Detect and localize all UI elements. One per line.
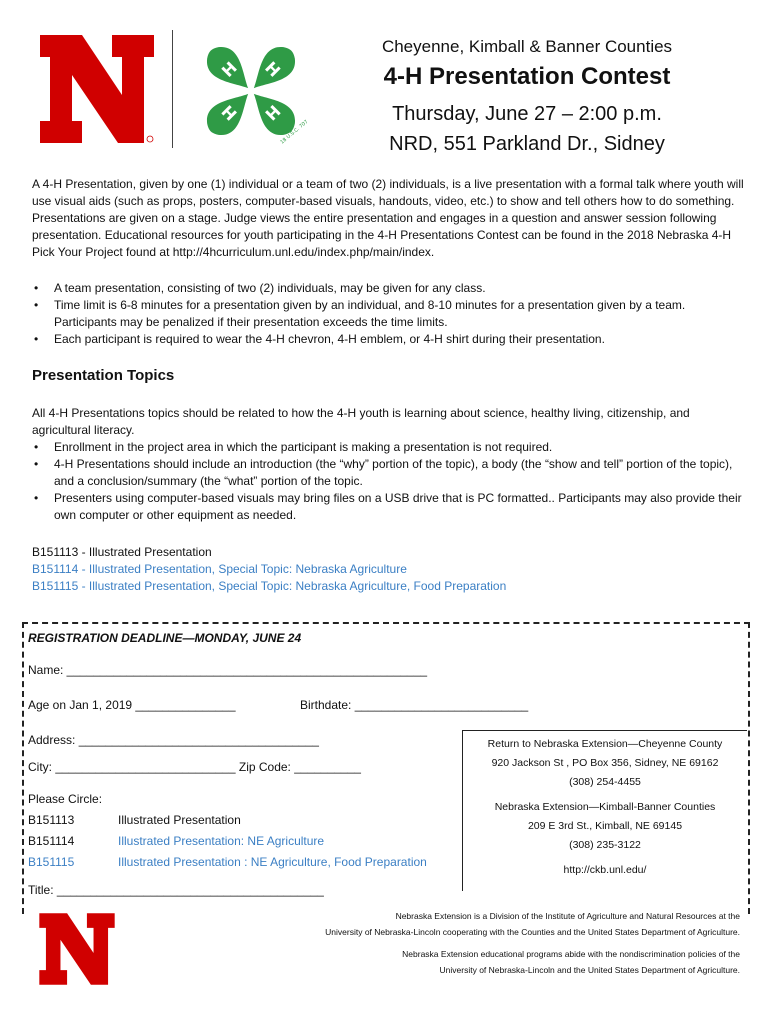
header-counties: Cheyenne, Kimball & Banner Counties [381, 37, 673, 56]
footer-line: University of Nebraska-Lincoln and the United States Department of Agriculture. [439, 965, 740, 975]
birthdate-field[interactable]: Birthdate: __________________________ [300, 698, 529, 712]
title-field[interactable]: Title: ________________________________________ [28, 883, 324, 897]
registration-deadline: REGISTRATION DEADLINE—MONDAY, JUNE 24 [28, 631, 302, 645]
return-line: Return to Nebraska Extension—Cheyenne County [487, 738, 723, 750]
footer-disclaimer [240, 908, 740, 978]
address-field[interactable]: Address: ____________________________________ [28, 733, 319, 747]
svg-text:H: H [217, 101, 241, 125]
class-code-item: B151114 - Illustrated Presentation, Special Topic: Nebraska Agriculture [32, 562, 407, 576]
city-zip-field[interactable]: City: ___________________________ Zip Code: __________ [28, 760, 361, 774]
option-name[interactable]: Illustrated Presentation : NE Agriculture, Food Preparation [118, 855, 427, 869]
list-item: • 4-H Presentations should include an introduction (the “why” portion of the topic), a body (the “show and tell” portion of the topic), and a conclusion/summary (the “what” portion of the topic. [32, 456, 744, 490]
option-name[interactable]: Illustrated Presentation: NE Agriculture [118, 834, 325, 848]
nebraska-n-logo [38, 33, 156, 145]
name-field[interactable]: Name: ______________________________________________________ [28, 663, 428, 677]
return-phone: (308) 235-3122 [569, 839, 641, 851]
list-item: • Each participant is required to wear the 4-H chevron, 4-H emblem, or 4-H shirt during their presentation. [32, 331, 744, 348]
event-date: Thursday, June 27 – 2:00 p.m. [392, 103, 662, 125]
footer-line: Nebraska Extension educational programs abide with the nondiscrimination policies of the [402, 949, 740, 959]
return-address-box [462, 730, 747, 891]
footer-line: University of Nebraska-Lincoln cooperating with the Counties and the United States Department of Agriculture. [325, 927, 740, 937]
svg-text:H: H [217, 57, 241, 81]
return-phone: (308) 254-4455 [569, 776, 641, 788]
list-item: • Time limit is 6-8 minutes for a presentation given by an individual, and 8-10 minutes for a presentation given by a team. Participants may be penalized if their presentation exceeds the time limits. [32, 297, 744, 331]
return-website-link[interactable]: http://ckb.unl.edu/ [563, 864, 647, 876]
topics-heading: Presentation Topics [32, 367, 175, 384]
return-line: 920 Jackson St , PO Box 356, Sidney, NE 69162 [491, 757, 719, 769]
topics-intro: All 4-H Presentations topics should be related to how the 4-H youth is learning about science, healthy living, citizenship, and agricultural literacy. [32, 406, 690, 437]
intro-paragraph: A 4-H Presentation, given by one (1) individual or a team of two (2) individuals, is a live presentation with a formal talk where youth will use visual aids (such as props, posters, computer-based visuals, handouts, video, etc.) to show and tell others how to do something. Presentations are given on a stage. Judge views the entire presentation and engages in a question and answer session following presentation. Educational resources for youth participating in the 4-H Presentations Contest can be found in the 2018 Nebraska 4-H Pick Your Project found at http://4hcurriculum.unl.edu/index.php/main/index. [32, 177, 744, 259]
page-title: 4-H Presentation Contest [383, 63, 671, 90]
header-divider [172, 30, 173, 148]
class-codes [32, 544, 744, 595]
class-code-item: B151115 - Illustrated Presentation, Special Topic: Nebraska Agriculture, Food Preparation [32, 579, 507, 593]
event-location: NRD, 551 Parkland Dr., Sidney [389, 133, 665, 155]
option-code[interactable]: B151114 [28, 834, 75, 848]
option-code[interactable]: B151113 [28, 813, 75, 827]
list-item: • A team presentation, consisting of two (2) individuals, may be given for any class. [32, 280, 744, 297]
return-line: Nebraska Extension—Kimball-Banner Counties [494, 801, 716, 813]
topics-list [32, 439, 744, 524]
rules-list [32, 280, 744, 348]
svg-text:H: H [261, 57, 285, 81]
nebraska-n-logo-small [38, 910, 116, 988]
please-circle-label: Please Circle: [28, 792, 103, 806]
clover-legal-text: 18 U.S.C. 707 [279, 118, 310, 146]
age-field[interactable]: Age on Jan 1, 2019 _______________ [28, 698, 236, 712]
list-item: • Enrollment in the project area in which the participant is making a presentation is not required. [32, 439, 744, 456]
footer-line: Nebraska Extension is a Division of the Institute of Agriculture and Natural Resources at the [395, 911, 740, 921]
option-name[interactable]: Illustrated Presentation [118, 813, 241, 827]
option-code[interactable]: B151115 [28, 855, 75, 869]
class-code-item: B151113 - Illustrated Presentation [32, 545, 212, 559]
return-line: 209 E 3rd St., Kimball, NE 69145 [527, 820, 683, 832]
svg-text:H: H [261, 101, 285, 125]
four-h-clover-icon [190, 30, 312, 152]
list-item: • Presenters using computer-based visuals may bring files on a USB drive that is PC formatted.. Participants may also provide their own computer or other equipment as needed. [32, 490, 744, 524]
